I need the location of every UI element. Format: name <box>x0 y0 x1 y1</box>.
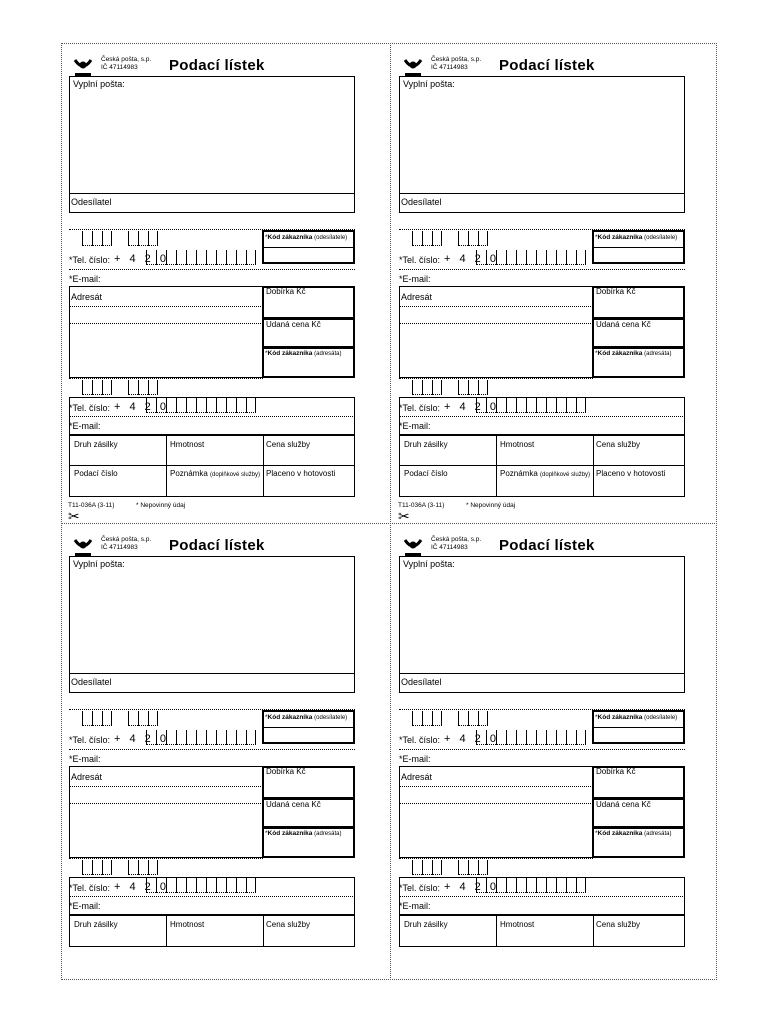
sender-digit-boxes[interactable] <box>412 711 442 726</box>
recipient-phone-label: *Tel. číslo: <box>399 883 441 893</box>
customer-code-divider <box>262 727 355 728</box>
sender-digit-boxes[interactable] <box>412 231 442 246</box>
recipient-phone-prefix: + 4 2 0 <box>444 881 499 893</box>
recipient-line-3 <box>399 378 593 379</box>
sender-box[interactable] <box>399 673 685 693</box>
recipient-email-label: *E-mail: <box>399 421 431 431</box>
posting-slip <box>66 52 356 522</box>
vertical-cut-line <box>390 43 391 980</box>
customer-code-sender-label: *Kód zákazníka (odesílatele) <box>595 234 678 241</box>
form-title: Podací lístek <box>499 537 595 554</box>
posthorn-logo-icon <box>72 56 94 78</box>
company-info: Česká pošta, s.p. IČ 47114983 <box>101 536 152 551</box>
recipient-phone-digit-boxes[interactable] <box>476 878 586 893</box>
recipient-phone-label: *Tel. číslo: <box>69 883 111 893</box>
customer-code-sender-label: *Kód zákazníka (odesílatele) <box>265 714 348 721</box>
posthorn-logo-icon <box>72 536 94 558</box>
fill-by-post-label: Vyplní pošta: <box>403 79 455 89</box>
phone-line <box>399 269 685 270</box>
company-info: Česká pošta, s.p. IČ 47114983 <box>431 56 482 71</box>
phone-prefix: + 4 2 0 <box>444 733 499 745</box>
weight-label: Hmotnost <box>500 920 535 929</box>
recipient-email-label: *E-mail: <box>399 901 431 911</box>
recipient-phone-digit-boxes[interactable] <box>476 398 586 413</box>
email-label: *E-mail: <box>69 274 101 284</box>
details-col-divider-1 <box>496 435 497 497</box>
phone-prefix: + 4 2 0 <box>444 253 499 265</box>
recipient-phone-line <box>69 416 355 417</box>
recipient-phone-prefix: + 4 2 0 <box>444 401 499 413</box>
recipient-phone-prefix: + 4 2 0 <box>114 881 169 893</box>
cod-label: Dobírka Kč <box>596 287 636 296</box>
recipient-line-3 <box>399 858 593 859</box>
weight-label: Hmotnost <box>500 440 535 449</box>
customer-code-recipient-label: *Kód zákazníka (adresáta) <box>595 350 672 357</box>
recipient-phone-line <box>399 896 685 897</box>
recipient-digit-boxes-2[interactable] <box>458 380 488 395</box>
company-info: Česká pošta, s.p. IČ 47114983 <box>101 56 152 71</box>
customer-code-divider <box>592 727 685 728</box>
phone-label: *Tel. číslo: <box>69 255 111 265</box>
recipient-line <box>399 786 593 787</box>
recipient-line-3 <box>69 378 263 379</box>
service-price-label: Cena služby <box>266 920 311 929</box>
horizontal-cut-line <box>61 523 717 524</box>
scissors-icon: ✂ <box>398 508 410 524</box>
parcel-type-label: Druh zásilky <box>404 920 448 929</box>
form-code: T11-036A (3-11) <box>68 502 115 509</box>
email-label: *E-mail: <box>399 274 431 284</box>
recipient-label: Adresát <box>401 772 433 782</box>
recipient-digit-boxes[interactable] <box>82 380 112 395</box>
details-col-divider-2 <box>263 435 264 497</box>
service-price-label: Cena služby <box>266 440 311 449</box>
details-col-divider-2 <box>263 915 264 947</box>
service-price-label: Cena služby <box>596 920 641 929</box>
phone-prefix: + 4 2 0 <box>114 253 169 265</box>
post-office-box[interactable] <box>69 556 355 674</box>
details-col-divider-2 <box>593 435 594 497</box>
posting-slip <box>66 532 356 1002</box>
sender-label: Odesílatel <box>71 197 112 207</box>
post-office-box[interactable] <box>399 556 685 674</box>
fill-by-post-label: Vyplní pošta: <box>403 559 455 569</box>
phone-label: *Tel. číslo: <box>69 735 111 745</box>
phone-digit-boxes[interactable] <box>146 730 256 745</box>
recipient-digit-boxes[interactable] <box>82 860 112 875</box>
form-title: Podací lístek <box>169 57 265 74</box>
posthorn-logo-icon <box>402 56 424 78</box>
recipient-line-2 <box>69 323 263 324</box>
customer-code-sender-label: *Kód zákazníka (odesílatele) <box>265 234 348 241</box>
details-col-divider-1 <box>166 915 167 947</box>
posting-number-label: Podací číslo <box>404 469 448 478</box>
details-col-divider-1 <box>166 435 167 497</box>
cod-label: Dobírka Kč <box>596 767 636 776</box>
phone-line <box>399 749 685 750</box>
cod-label: Dobírka Kč <box>266 767 306 776</box>
recipient-line <box>69 786 263 787</box>
details-col-divider-1 <box>496 915 497 947</box>
phone-label: *Tel. číslo: <box>399 255 441 265</box>
recipient-phone-digit-boxes[interactable] <box>146 398 256 413</box>
recipient-digit-boxes[interactable] <box>412 380 442 395</box>
sender-box[interactable] <box>69 193 355 213</box>
cod-label: Dobírka Kč <box>266 287 306 296</box>
details-col-divider-2 <box>593 915 594 947</box>
customer-code-recipient-label: *Kód zákazníka (adresáta) <box>265 830 342 837</box>
form-title: Podací lístek <box>499 57 595 74</box>
sender-digit-boxes-2[interactable] <box>128 711 158 726</box>
sender-digit-boxes-2[interactable] <box>128 231 158 246</box>
customer-code-sender-label: *Kód zákazníka (odesílatele) <box>595 714 678 721</box>
recipient-phone-label: *Tel. číslo: <box>399 403 441 413</box>
declared-value-label: Udaná cena Kč <box>596 800 651 809</box>
declared-value-label: Udaná cena Kč <box>266 800 321 809</box>
email-label: *E-mail: <box>69 754 101 764</box>
details-row-divider <box>69 465 355 466</box>
recipient-line-2 <box>399 803 593 804</box>
sender-digit-boxes[interactable] <box>82 231 112 246</box>
phone-digit-boxes[interactable] <box>476 730 586 745</box>
posthorn-logo-icon <box>402 536 424 558</box>
recipient-label: Adresát <box>71 292 103 302</box>
paid-cash-label: Placeno v hotovosti <box>596 469 666 478</box>
recipient-line-3 <box>69 858 263 859</box>
recipient-email-label: *E-mail: <box>69 421 101 431</box>
recipient-digit-boxes-2[interactable] <box>128 380 158 395</box>
posting-number-label: Podací číslo <box>74 469 118 478</box>
phone-digit-boxes[interactable] <box>476 250 586 265</box>
sender-label: Odesílatel <box>71 677 112 687</box>
recipient-line <box>399 306 593 307</box>
recipient-digit-boxes-2[interactable] <box>128 860 158 875</box>
sender-label: Odesílatel <box>401 197 442 207</box>
recipient-email-label: *E-mail: <box>69 901 101 911</box>
post-office-box[interactable] <box>399 76 685 194</box>
sender-digit-boxes-2[interactable] <box>458 231 488 246</box>
paid-cash-label: Placeno v hotovosti <box>266 469 336 478</box>
phone-line <box>69 749 355 750</box>
required-legend: * Nepovinný údaj <box>136 502 186 509</box>
recipient-phone-label: *Tel. číslo: <box>69 403 111 413</box>
recipient-label: Adresát <box>71 772 103 782</box>
recipient-phone-prefix: + 4 2 0 <box>114 401 169 413</box>
note-label: Poznámka (doplňkové služby) <box>170 469 261 478</box>
sender-digit-boxes-2[interactable] <box>458 711 488 726</box>
posting-slip <box>396 52 686 522</box>
recipient-digit-boxes[interactable] <box>412 860 442 875</box>
fill-by-post-label: Vyplní pošta: <box>73 559 125 569</box>
email-label: *E-mail: <box>399 754 431 764</box>
customer-code-recipient-label: *Kód zákazníka (adresáta) <box>265 350 342 357</box>
declared-value-label: Udaná cena Kč <box>266 320 321 329</box>
details-row-divider <box>399 465 685 466</box>
fill-by-post-label: Vyplní pošta: <box>73 79 125 89</box>
note-label: Poznámka (doplňkové služby) <box>500 469 591 478</box>
sender-box[interactable] <box>399 193 685 213</box>
required-legend: * Nepovinný údaj <box>466 502 516 509</box>
parcel-type-label: Druh zásilky <box>74 920 118 929</box>
recipient-line-2 <box>399 323 593 324</box>
recipient-phone-digit-boxes[interactable] <box>146 878 256 893</box>
weight-label: Hmotnost <box>170 440 205 449</box>
recipient-line-2 <box>69 803 263 804</box>
recipient-line <box>69 306 263 307</box>
phone-label: *Tel. číslo: <box>399 735 441 745</box>
company-info: Česká pošta, s.p. IČ 47114983 <box>431 536 482 551</box>
customer-code-divider <box>592 247 685 248</box>
declared-value-label: Udaná cena Kč <box>596 320 651 329</box>
phone-prefix: + 4 2 0 <box>114 733 169 745</box>
scissors-icon: ✂ <box>68 508 80 524</box>
phone-digit-boxes[interactable] <box>146 250 256 265</box>
recipient-phone-line <box>69 896 355 897</box>
customer-code-divider <box>262 247 355 248</box>
sender-digit-boxes[interactable] <box>82 711 112 726</box>
parcel-type-label: Druh zásilky <box>74 440 118 449</box>
sender-box[interactable] <box>69 673 355 693</box>
recipient-phone-line <box>399 416 685 417</box>
recipient-digit-boxes-2[interactable] <box>458 860 488 875</box>
form-title: Podací lístek <box>169 537 265 554</box>
sender-label: Odesílatel <box>401 677 442 687</box>
recipient-label: Adresát <box>401 292 433 302</box>
customer-code-recipient-label: *Kód zákazníka (adresáta) <box>595 830 672 837</box>
phone-line <box>69 269 355 270</box>
parcel-type-label: Druh zásilky <box>404 440 448 449</box>
service-price-label: Cena služby <box>596 440 641 449</box>
post-office-box[interactable] <box>69 76 355 194</box>
weight-label: Hmotnost <box>170 920 205 929</box>
form-code: T11-036A (3-11) <box>398 502 445 509</box>
posting-slip <box>396 532 686 1002</box>
